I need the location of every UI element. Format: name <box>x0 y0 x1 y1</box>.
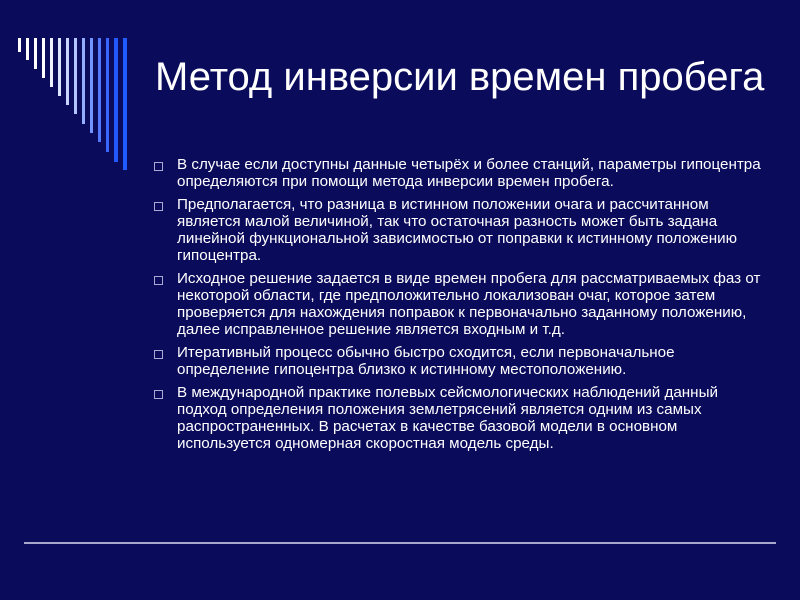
decorative-bars <box>0 0 140 170</box>
decor-bar <box>18 38 21 52</box>
square-bullet-icon <box>154 162 163 171</box>
list-item <box>152 384 762 452</box>
bullet-text: В случае если доступны данные четырёх и более станций, параметры гипоцентра определяются при помощи метода инверсии времен пробега. <box>177 156 761 190</box>
decor-bar <box>26 38 29 60</box>
decor-bar <box>58 38 61 96</box>
bullet-text: В международной практике полевых сейсмологических наблюдений данный подход определения положения землетрясений является одним из самых распространенных. В расчетах в качестве базовой модели в основном используется одномерная скоростная модель среды. <box>177 384 718 452</box>
slide-title: Метод инверсии времен пробега <box>155 55 765 99</box>
bullet-text: Исходное решение задается в виде времен пробега для рассматриваемых фаз от некоторой области, где предположительно локализован очаг, которое затем проверяется для нахождения поправок к первоначально заданному положению, далее исправленное решение является входным и т.д. <box>177 270 761 338</box>
decor-bar <box>114 38 118 162</box>
bottom-divider <box>24 542 776 544</box>
decor-bar <box>74 38 77 114</box>
square-bullet-icon <box>154 390 163 399</box>
decor-bar <box>106 38 109 152</box>
square-bullet-icon <box>154 350 163 359</box>
list-item <box>152 156 762 190</box>
list-item <box>152 344 762 378</box>
bullet-text: Предполагается, что разница в истинном положении очага и рассчитанном является малой величиной, так что остаточная разность может быть задана линейной функциональной зависимостью от поправки к истинному положению гипоцентра. <box>177 196 737 264</box>
list-item <box>152 196 762 264</box>
square-bullet-icon <box>154 276 163 285</box>
square-bullet-icon <box>154 202 163 211</box>
list-item <box>152 270 762 338</box>
bullet-text: Итеративный процесс обычно быстро сходится, если первоначальное определение гипоцентра близко к истинному местоположению. <box>177 344 675 378</box>
decor-bar <box>82 38 85 124</box>
decor-bar <box>50 38 53 87</box>
bullet-list <box>152 156 762 458</box>
decor-bar <box>98 38 101 142</box>
decor-bar <box>90 38 93 133</box>
decor-bar <box>66 38 69 105</box>
decor-bar <box>42 38 45 78</box>
decor-bar <box>34 38 37 69</box>
decor-bar <box>123 38 127 170</box>
